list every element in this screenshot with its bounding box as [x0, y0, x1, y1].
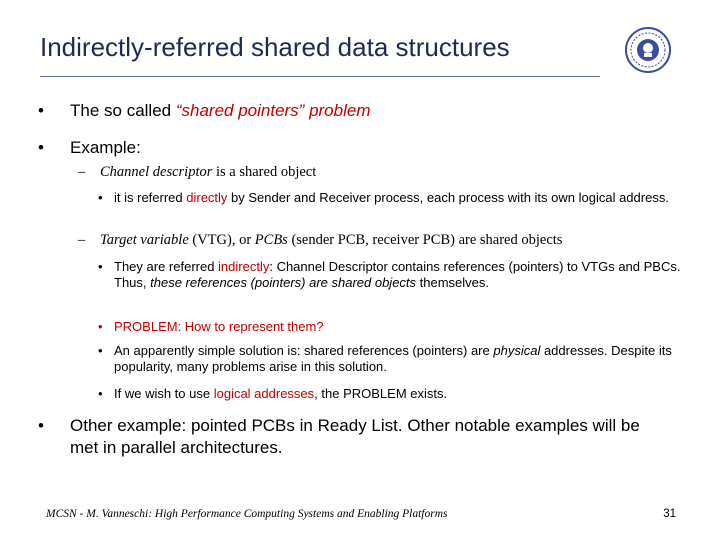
item-italic: physical — [493, 343, 541, 358]
sub-italic: PCBs — [254, 232, 288, 248]
sub-text: is a shared object — [212, 164, 317, 180]
bullet-marker: • — [98, 259, 103, 274]
item-text: They are referred — [114, 259, 219, 274]
dash-marker: – — [78, 164, 86, 180]
item-logical-addresses — [98, 386, 686, 402]
bullet-text: Other example: pointed PCBs in Ready List. Other notable examples will be — [70, 416, 640, 435]
item-problem — [98, 319, 686, 335]
item-text: PROBLEM: How to represent them? — [114, 319, 324, 334]
bullet-text: The so called — [70, 101, 176, 120]
item-text: by Sender and Receiver process, each process with its own logical address. — [227, 190, 669, 205]
bullet-marker: • — [98, 386, 103, 401]
page-number: 31 — [663, 508, 676, 520]
bullet-marker: • — [38, 416, 44, 435]
sub-target-variable — [78, 232, 563, 249]
title-divider — [40, 76, 600, 77]
item-italic: these references (pointers) are shared objects — [150, 275, 417, 290]
slide-title: Indirectly-referred shared data structures — [40, 32, 510, 62]
item-text: : Channel Descriptor contains references (pointers) to VTGs and PBCs. Thus, — [114, 259, 681, 290]
bullet-marker: • — [98, 190, 103, 205]
bullet-text: Example: — [70, 138, 141, 157]
bullet-marker: • — [98, 343, 103, 358]
footer-text: MCSN - M. Vanneschi: High Performance Computing Systems and Enabling Platforms — [46, 508, 448, 520]
dash-marker: – — [78, 232, 86, 248]
sub-text: (VTG), or — [188, 232, 255, 248]
item-text: , the PROBLEM exists. — [314, 386, 448, 401]
sub-channel-descriptor — [78, 164, 317, 181]
item-text: it is referred — [114, 190, 187, 205]
bullet-text: met in parallel architectures. — [70, 438, 283, 457]
sub-text: (sender PCB, receiver PCB) are shared objects — [287, 232, 563, 248]
item-referred-indirectly — [98, 259, 686, 291]
university-seal-icon — [624, 26, 672, 74]
item-simple-solution — [98, 343, 686, 375]
item-emphasis: indirectly — [218, 259, 270, 274]
bullet-marker: • — [38, 138, 44, 157]
item-referred-directly — [98, 190, 686, 206]
item-emphasis: directly — [186, 190, 228, 205]
item-emphasis: logical addresses — [213, 386, 315, 401]
bullet-marker: • — [38, 101, 44, 120]
item-text: themselves. — [416, 275, 490, 290]
bullet-marker: • — [98, 319, 103, 334]
item-text: If we wish to use — [114, 386, 214, 401]
item-text: addresses. Despite its popularity, many problems arise in this solution. — [114, 343, 672, 374]
sub-italic: Channel descriptor — [100, 164, 213, 180]
sub-italic: Target variable — [100, 232, 189, 248]
item-text: An apparently simple solution is: shared references (pointers) are — [114, 343, 494, 358]
bullet-emphasis: “shared pointers” problem — [175, 101, 371, 120]
